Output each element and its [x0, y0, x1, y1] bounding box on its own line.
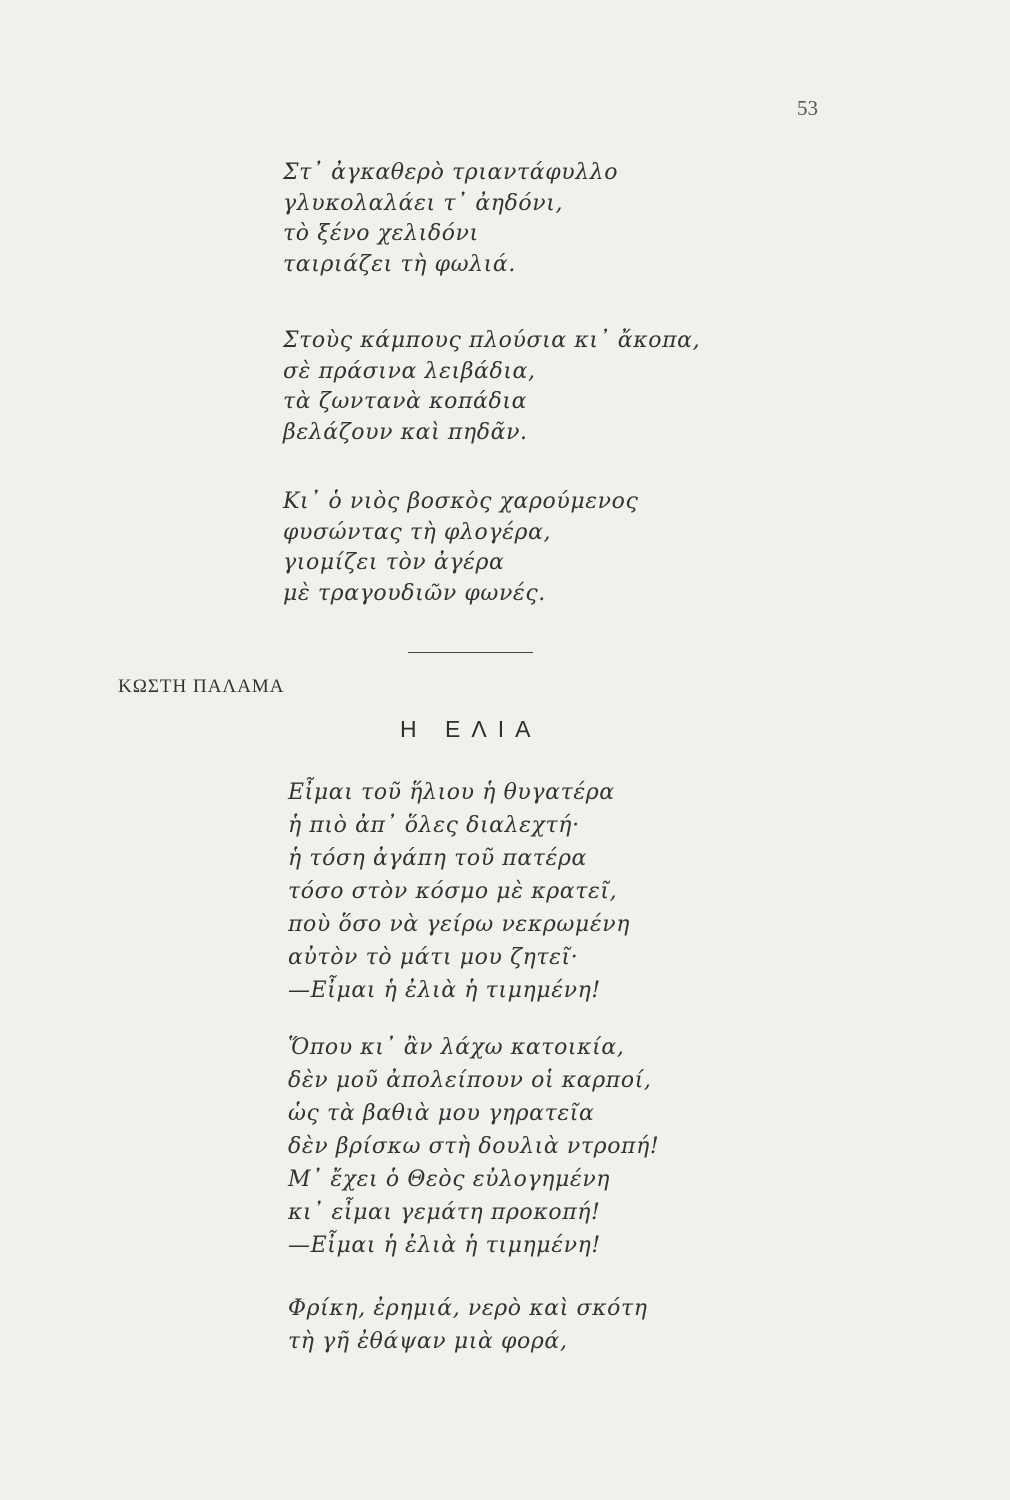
verse-line: ὡς τὰ βαθιὰ μου γηρατεῖα [288, 1101, 595, 1126]
verse-line: Κι᾽ ὁ νιὸς βοσκὸς χαρούμενος [283, 489, 639, 514]
verse-line: Φρίκη, ἐρημιά, νερὸ καὶ σκότη [288, 1296, 648, 1321]
verse-line: Ὅπου κι᾽ ἂν λάχω κατοικία, [288, 1035, 625, 1060]
verse-line: γιομίζει τὸν ἀγέρα [283, 550, 505, 575]
stanza [283, 326, 700, 448]
verse-line: κι᾽ εἶμαι γεμάτη προκοπή! [288, 1200, 601, 1225]
verse-line: τὴ γῆ ἐθάψαν μιὰ φορά, [288, 1329, 568, 1354]
verse-line: —Εἶμαι ἡ ἐλιὰ ἡ τιμημένη! [288, 1233, 601, 1258]
verse-line: —Εἶμαι ἡ ἐλιὰ ἡ τιμημένη! [288, 978, 601, 1003]
stanza [283, 158, 618, 280]
verse-line: μὲ τραγουδιῶν φωνές. [283, 580, 546, 606]
verse-line: βελάζουν καὶ πηδᾶν. [283, 419, 528, 445]
verse-line: ἡ πιὸ ἀπ᾽ ὅλες διαλεχτή· [288, 813, 580, 838]
poem-author: ΚΩΣΤΗ ΠΑΛΑΜΑ [118, 676, 285, 697]
verse-line: ποὺ ὅσο νὰ γείρω νεκρωμένη [288, 912, 630, 937]
verse-line: σὲ πράσινα λειβάδια, [283, 358, 536, 384]
verse-line: Εἶμαι τοῦ ἥλιου ἡ θυγατέρα [288, 780, 615, 805]
verse-line: Στοὺς κάμπους πλούσια κι᾽ ἄκοπα, [283, 328, 701, 353]
verse-line: τόσο στὸν κόσμο μὲ κρατεῖ, [288, 879, 618, 904]
verse-line: αὐτὸν τὸ μάτι μου ζητεῖ· [288, 945, 579, 970]
verse-line: ἡ τόση ἀγάπη τοῦ πατέρα [288, 846, 587, 871]
verse-line: δὲν βρίσκω στὴ δουλιὰ ντροπή! [288, 1134, 660, 1159]
verse-line: τὰ ζωντανὰ κοπάδια [283, 389, 528, 414]
stanza [288, 1292, 648, 1358]
verse-line: τὸ ξένο χελιδόνι [283, 221, 479, 246]
stanza [288, 776, 630, 1007]
stanza [283, 487, 638, 609]
verse-line: Μ᾽ ἔχει ὁ Θεὸς εὐλογημένη [288, 1167, 611, 1192]
page-number: 53 [797, 96, 818, 120]
section-divider [408, 652, 533, 653]
verse-line: γλυκολαλάει τ᾽ ἀηδόνι, [283, 190, 564, 216]
verse-line: Στ᾽ ἀγκαθερὸ τριαντάφυλλο [283, 160, 619, 185]
verse-line: ταιριάζει τὴ φωλιά. [283, 251, 516, 277]
poem-title: Η ΕΛΙΑ [400, 716, 542, 742]
stanza [288, 1031, 659, 1262]
verse-line: φυσώντας τὴ φλογέρα, [283, 519, 552, 545]
verse-line: δὲν μοῦ ἀπολείπουν οἱ καρποί, [288, 1068, 652, 1093]
